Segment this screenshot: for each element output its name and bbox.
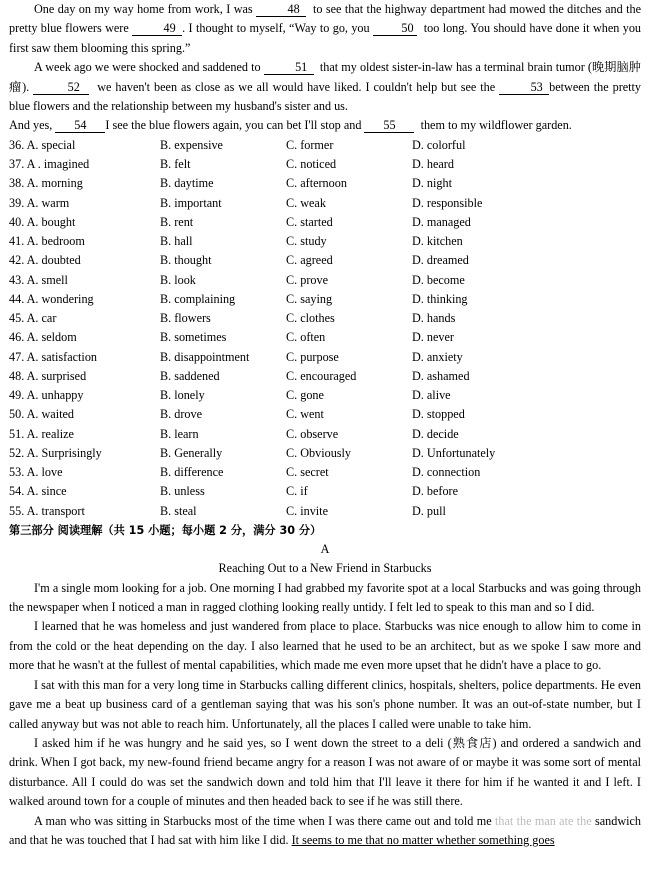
option-a: 51. A. realize xyxy=(9,426,74,441)
option-a: 48. A. surprised xyxy=(9,368,87,383)
option-b: B. lonely xyxy=(160,388,205,403)
cloze-paragraph-3: And yes, 54 I see the blue flowers again, you can bet I'll stop and 55 them to my wildflower garden. xyxy=(9,118,572,133)
option-row xyxy=(9,309,641,328)
option-a: 45. A. car xyxy=(9,311,57,326)
blank-52: 52 xyxy=(33,81,89,95)
option-d: D. heard xyxy=(412,157,454,172)
reading-paragraph: I learned that he was homeless and just wandered from place to place. Starbucks was nice enough to allow him to come in from the cold or the heat depending on the day. I also learned that he used to be an architect, but as we spoke I saw more and more that he wasn't at the fullest of mental capabilities, which made me even more upset that he didn't have a place to go. xyxy=(9,619,641,673)
option-b: B. sometimes xyxy=(160,330,227,345)
option-c: C. invite xyxy=(286,503,328,518)
option-b: B. expensive xyxy=(160,137,223,152)
option-row xyxy=(9,136,641,155)
reading-paragraph-last: A man who was sitting in Starbucks most of the time when I was there came out and told me that the man ate the sandwich and that he was touched that I had sat with him like I did. It seems to me that no matter whether something goes xyxy=(9,813,642,847)
option-c: C. clothes xyxy=(286,311,335,326)
option-d: D. thinking xyxy=(412,291,468,306)
option-c: C. Obviously xyxy=(286,445,352,460)
passage-title: Reaching Out to a New Friend in Starbucks xyxy=(218,561,432,576)
option-c: C. noticed xyxy=(286,157,337,172)
option-a: 39. A. warm xyxy=(9,195,70,210)
option-a: 36. A. special xyxy=(9,137,76,152)
option-a: 49. A. unhappy xyxy=(9,388,84,403)
option-d: D. anxiety xyxy=(412,349,463,364)
option-c: C. afternoon xyxy=(286,176,347,191)
option-d: D. pull xyxy=(412,503,446,518)
blank-48: 48 xyxy=(256,3,306,17)
option-d: D. become xyxy=(412,272,465,287)
blank-53: 53 xyxy=(499,81,549,95)
option-row xyxy=(9,328,641,347)
option-b: B. difference xyxy=(160,465,224,480)
option-c: C. started xyxy=(286,214,333,229)
cloze-passage xyxy=(9,0,641,136)
option-row xyxy=(9,251,641,270)
option-a: 43. A. smell xyxy=(9,272,68,287)
option-a: 55. A. transport xyxy=(9,503,85,518)
option-d: D. connection xyxy=(412,465,481,480)
option-c: C. often xyxy=(286,330,326,345)
option-a: 52. A. Surprisingly xyxy=(9,445,102,460)
option-d: D. hands xyxy=(412,311,456,326)
option-a: 50. A. waited xyxy=(9,407,74,422)
underlined-sentence: It seems to me that no matter whether something goes xyxy=(291,832,555,847)
option-row xyxy=(9,213,641,232)
reading-paragraph: I sat with this man for a very long time in Starbucks calling different clinics, hospitals, shelters, police departments. He even gave me a beat up business card of a gentleman saying that was his son's phone number. It was an out-of-state number, but I called anyway but was not able to reach him. Unfortunately, all the places I called were unable to take him. xyxy=(9,677,641,731)
option-row xyxy=(9,194,641,213)
option-c: C. prove xyxy=(286,272,328,287)
blank-55: 55 xyxy=(364,119,414,133)
option-row xyxy=(9,348,641,367)
option-b: B. look xyxy=(160,272,196,287)
option-row xyxy=(9,502,641,521)
option-d: D. managed xyxy=(412,214,471,229)
option-a: 40. A. bought xyxy=(9,214,76,229)
option-b: B. rent xyxy=(160,214,194,229)
option-a: 47. A. satisfaction xyxy=(9,349,98,364)
exam-page xyxy=(9,0,641,850)
option-row xyxy=(9,482,641,501)
option-c: C. if xyxy=(286,484,308,499)
option-b: B. hall xyxy=(160,234,193,249)
option-d: D. Unfortunately xyxy=(412,445,496,460)
blank-54: 54 xyxy=(55,119,105,133)
blank-50: 50 xyxy=(373,22,417,36)
cloze-paragraph-2: A week ago we were shocked and saddened to 51 that my oldest sister-in-law has a terminal brain tumor (晚期脑肿瘤). 52 we haven't been as close as we all would have liked. I couldn't help but see the 53 between the pretty blue flowers and the relationship between my husband's sister and us. xyxy=(9,60,642,114)
option-row xyxy=(9,155,641,174)
option-a: 38. A. morning xyxy=(9,176,83,191)
option-b: B. unless xyxy=(160,484,205,499)
reading-paragraph: I'm a single mom looking for a job. One morning I had grabbed my favorite spot at a local Starbucks and was going through the newspaper when I noticed a man in ragged clothing looking really untidy. I felt led to speak to this man and so I did. xyxy=(9,580,641,615)
option-d: D. kitchen xyxy=(412,234,463,249)
option-b: B. important xyxy=(160,195,222,210)
option-c: C. agreed xyxy=(286,253,333,268)
passage-letter: A xyxy=(320,541,330,556)
option-c: C. weak xyxy=(286,195,326,210)
option-row xyxy=(9,386,641,405)
option-d: D. decide xyxy=(412,426,459,441)
option-b: B. thought xyxy=(160,253,212,268)
option-row xyxy=(9,425,641,444)
option-a: 41. A. bedroom xyxy=(9,234,85,249)
option-row xyxy=(9,271,641,290)
option-row xyxy=(9,367,641,386)
option-a: 46. A. seldom xyxy=(9,330,77,345)
option-c: C. observe xyxy=(286,426,339,441)
option-row xyxy=(9,444,641,463)
option-c: C. gone xyxy=(286,388,324,403)
option-row xyxy=(9,174,641,193)
section-heading: 第三部分 阅读理解（共 15 小题；每小题 2 分，满分 30 分） xyxy=(9,523,322,537)
option-b: B. daytime xyxy=(160,176,214,191)
faded-text: that the man ate the xyxy=(494,813,592,828)
option-d: D. never xyxy=(412,330,454,345)
option-c: C. went xyxy=(286,407,324,422)
option-a: 37. A . imagined xyxy=(9,157,90,172)
option-c: C. purpose xyxy=(286,349,339,364)
option-d: D. dreamed xyxy=(412,253,469,268)
option-d: D. alive xyxy=(412,388,451,403)
option-d: D. night xyxy=(412,176,452,191)
option-b: B. steal xyxy=(160,503,197,518)
option-a: 44. A. wondering xyxy=(9,291,94,306)
option-a: 54. A. since xyxy=(9,484,67,499)
option-b: B. drove xyxy=(160,407,202,422)
reading-paragraph: I asked him if he was hungry and he said yes, so I went down the street to a deli (熟食店) and ordered a sandwich and drink. When I got back, my new-found friend became angry for a reason I was not aware of or maybe it was some sort of mental disturbance. All I could do was set the sandwich down and told him that I'll leave it there for him if he wanted it and I left. I walked around town for a couple of minutes and then headed back to see if he was still there. xyxy=(9,735,641,809)
option-d: D. stopped xyxy=(412,407,465,422)
option-a: 42. A. doubted xyxy=(9,253,81,268)
reading-passage xyxy=(9,540,641,851)
option-row xyxy=(9,463,641,482)
option-b: B. Generally xyxy=(160,445,223,460)
option-a: 53. A. love xyxy=(9,465,63,480)
option-d: D. before xyxy=(412,484,459,499)
option-c: C. study xyxy=(286,234,327,249)
option-b: B. saddened xyxy=(160,368,220,383)
options-list xyxy=(9,136,641,521)
option-c: C. encouraged xyxy=(286,368,357,383)
option-c: C. former xyxy=(286,137,334,152)
option-row xyxy=(9,290,641,309)
option-b: B. flowers xyxy=(160,311,211,326)
blank-49: 49 xyxy=(132,22,182,36)
option-row xyxy=(9,405,641,424)
option-d: D. colorful xyxy=(412,137,466,152)
option-d: D. ashamed xyxy=(412,368,470,383)
option-b: B. learn xyxy=(160,426,199,441)
blank-51: 51 xyxy=(264,61,314,75)
option-b: B. felt xyxy=(160,157,191,172)
cloze-paragraph-1: One day on my way home from work, I was 48 to see that the highway department had mowed the ditches and the pretty blue flowers were 49 . I thought to myself, “Way to go, you 50 too long. You should have done it when you first saw them blooming this spring.” xyxy=(9,2,642,55)
option-b: B. disappointment xyxy=(160,349,250,364)
option-c: C. secret xyxy=(286,465,329,480)
option-d: D. responsible xyxy=(412,195,483,210)
option-b: B. complaining xyxy=(160,291,236,306)
option-c: C. saying xyxy=(286,291,333,306)
option-row xyxy=(9,232,641,251)
